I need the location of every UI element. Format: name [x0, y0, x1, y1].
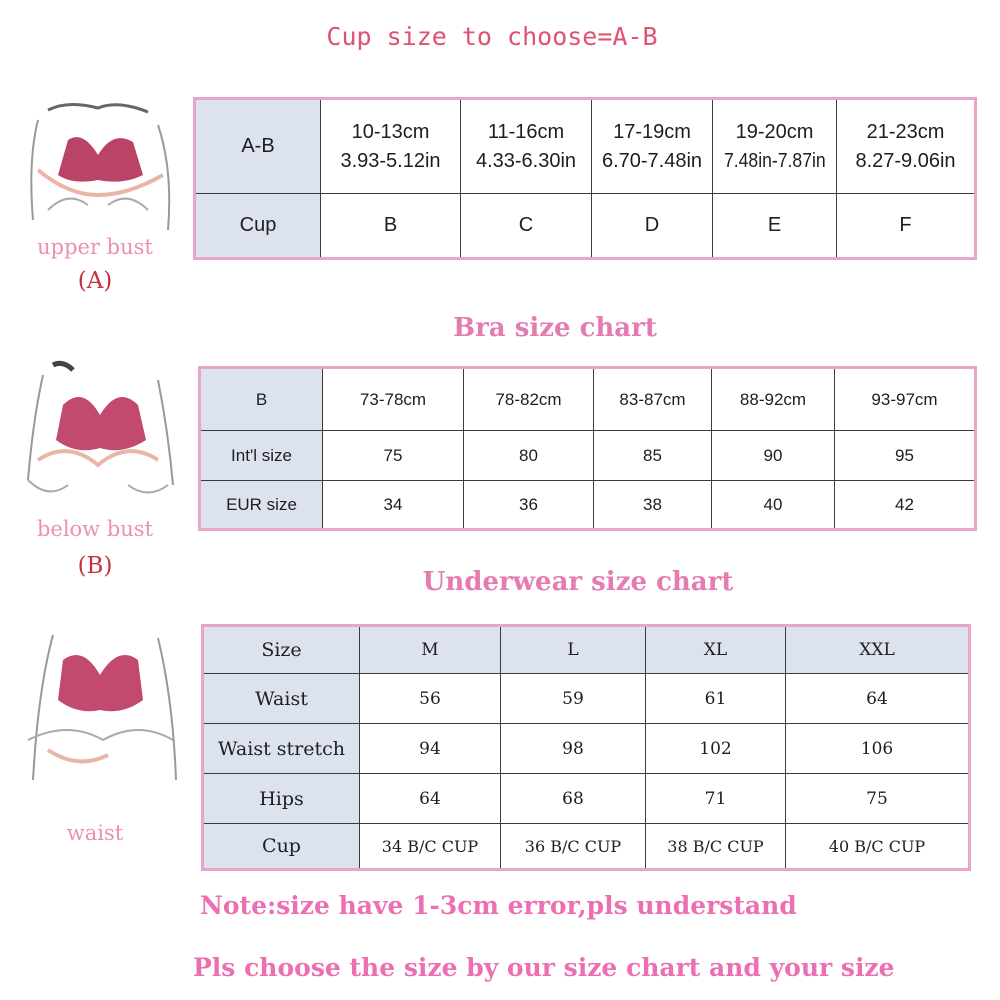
bra-cell: 93-97cm [835, 368, 976, 431]
underwear-size-header: XL [646, 626, 786, 674]
bra-cell: 38 [594, 481, 712, 530]
underwear-cell: 56 [360, 674, 501, 724]
bra-row-label: Int'l size [200, 431, 323, 481]
underwear-cell: 59 [501, 674, 646, 724]
underwear-cell: 64 [786, 674, 970, 724]
underwear-cell: 106 [786, 724, 970, 774]
cup-letter-cell: D [592, 194, 713, 259]
waist-illustration [8, 630, 188, 790]
underwear-cell: 71 [646, 774, 786, 824]
underwear-cell: 75 [786, 774, 970, 824]
underwear-cell: 61 [646, 674, 786, 724]
underwear-cell: 36 B/C CUP [501, 824, 646, 870]
bra-cell: 78-82cm [464, 368, 594, 431]
underwear-cell: 34 B/C CUP [360, 824, 501, 870]
underwear-cell: 94 [360, 724, 501, 774]
bra-size-table [198, 366, 977, 531]
cup-range-cell: 10-13cm 3.93-5.12in [321, 99, 461, 194]
bra-size-chart-heading: Bra size chart [453, 313, 657, 343]
underwear-size-chart-heading: Underwear size chart [422, 567, 734, 597]
upper-bust-label: upper bust [37, 235, 153, 259]
cup-range-cell: 19-20cm 7.48in-7.87in [713, 99, 837, 194]
cup-range-cell: 11-16cm 4.33-6.30in [461, 99, 592, 194]
bra-cell: 42 [835, 481, 976, 530]
below-bust-letter: (B) [77, 553, 113, 579]
underwear-cell: 102 [646, 724, 786, 774]
below-bust-label: below bust [36, 517, 154, 541]
underwear-size-header: L [501, 626, 646, 674]
underwear-row-label: Hips [203, 774, 360, 824]
cup-size-title: Cup size to choose=A-B [326, 22, 658, 51]
underwear-cell: 68 [501, 774, 646, 824]
underwear-row-label: Waist stretch [203, 724, 360, 774]
cup-letter-cell: E [713, 194, 837, 259]
upper-bust-letter: (A) [77, 268, 113, 294]
underwear-size-table [201, 624, 971, 871]
underwear-cell: 98 [501, 724, 646, 774]
upper-bust-illustration [8, 100, 188, 240]
bra-row-label: EUR size [200, 481, 323, 530]
bra-cell: 40 [712, 481, 835, 530]
below-bust-illustration [8, 360, 188, 510]
bra-cell: 88-92cm [712, 368, 835, 431]
underwear-cell: 40 B/C CUP [786, 824, 970, 870]
underwear-cell: 38 B/C CUP [646, 824, 786, 870]
cup-size-table [193, 97, 977, 260]
bra-cell: 83-87cm [594, 368, 712, 431]
bra-cell: 34 [323, 481, 464, 530]
bra-cell: 85 [594, 431, 712, 481]
cup-range-cell: 17-19cm 6.70-7.48in [592, 99, 713, 194]
waist-label: waist [66, 821, 124, 845]
cup-range-cell: 21-23cm 8.27-9.06in [837, 99, 976, 194]
bra-cell: 90 [712, 431, 835, 481]
cup-letter-cell: B [321, 194, 461, 259]
underwear-row-label: Waist [203, 674, 360, 724]
bra-row-label: B [200, 368, 323, 431]
underwear-size-header: XXL [786, 626, 970, 674]
bra-cell: 80 [464, 431, 594, 481]
cup-row-range-label: A-B [195, 99, 321, 194]
cup-letter-cell: C [461, 194, 592, 259]
bra-cell: 75 [323, 431, 464, 481]
underwear-size-header: M [360, 626, 501, 674]
cup-row-cup-label: Cup [195, 194, 321, 259]
footer-note: Pls choose the size by our size chart and your size [193, 953, 895, 982]
underwear-row-label: Cup [203, 824, 360, 870]
cup-letter-cell: F [837, 194, 976, 259]
underwear-cell: 64 [360, 774, 501, 824]
bra-cell: 73-78cm [323, 368, 464, 431]
error-note: Note:size have 1-3cm error,pls understand [200, 891, 797, 920]
bra-cell: 95 [835, 431, 976, 481]
bra-cell: 36 [464, 481, 594, 530]
underwear-size-header-label: Size [203, 626, 360, 674]
